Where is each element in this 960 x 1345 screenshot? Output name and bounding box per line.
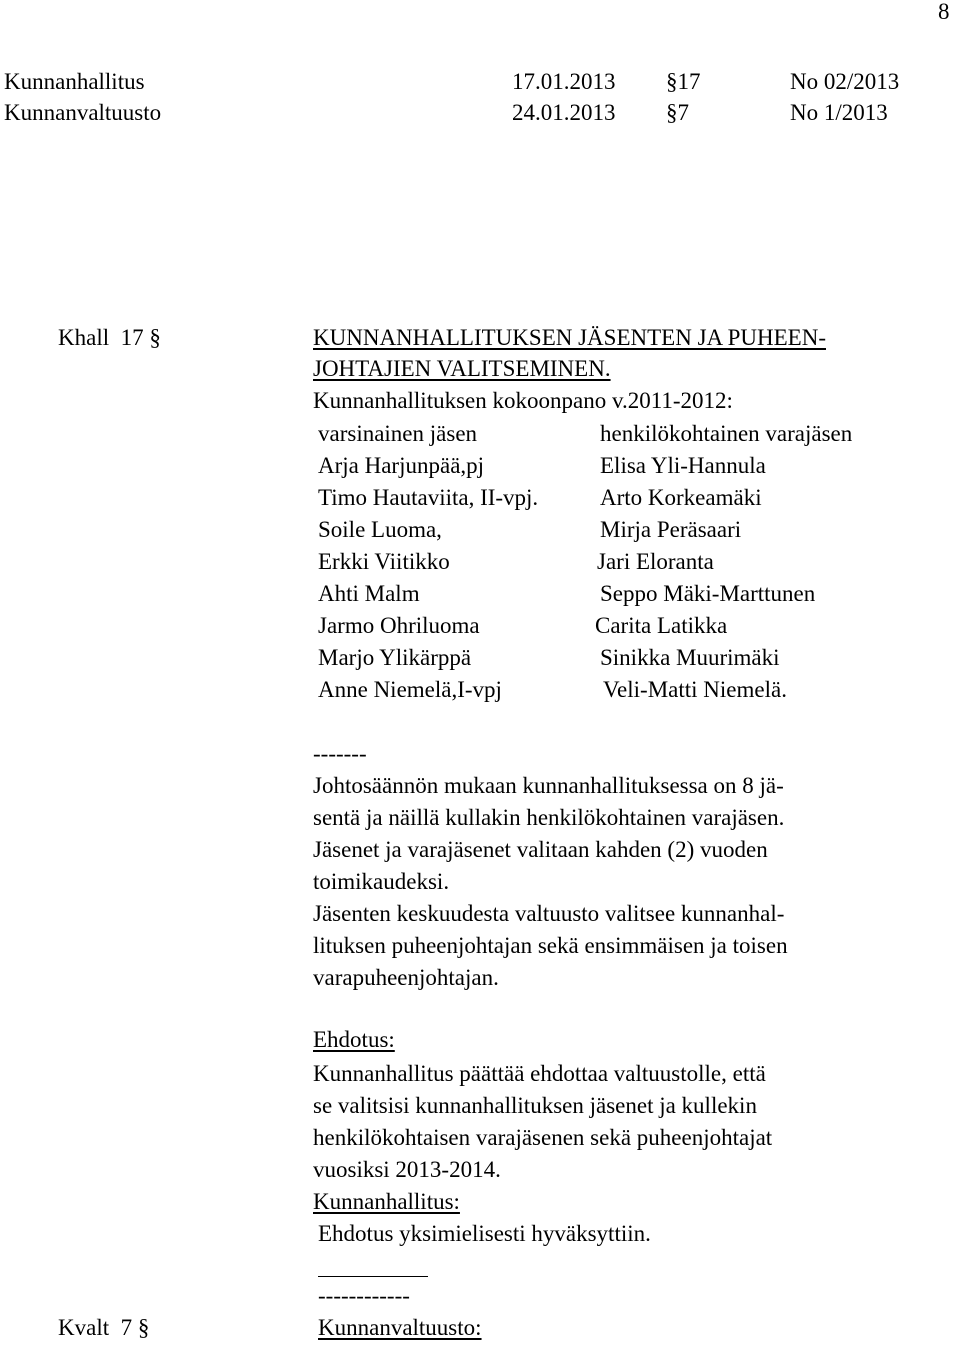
header-number: No 02/2013	[790, 69, 900, 94]
header-date: 24.01.2013	[512, 100, 616, 125]
member-deputy: Carita Latikka	[595, 613, 728, 638]
member-regular: Timo Hautaviita, II-vpj.	[318, 485, 539, 510]
header-body-name: Kunnanvaltuusto	[4, 100, 162, 125]
member-regular: Erkki Viitikko	[318, 549, 450, 574]
header-number: No 1/2013	[790, 100, 888, 125]
header-body-name: Kunnanhallitus	[4, 69, 145, 94]
item2-separator: ------------	[318, 1283, 410, 1308]
proposal-line: Kunnanhallitus päättää ehdottaa valtuustolle, että	[313, 1061, 766, 1086]
item2-heading: Kunnanvaltuusto:	[318, 1315, 482, 1340]
proposal-line: se valitsisi kunnanhallituksen jäsenet ja kullekin	[313, 1093, 757, 1118]
member-deputy: Seppo Mäki-Marttunen	[600, 581, 816, 606]
member-deputy: Elisa Yli-Hannula	[600, 453, 766, 478]
composition-intro: Kunnanhallituksen kokoonpano v.2011-2012:	[313, 388, 733, 413]
body-line: lituksen puheenjohtajan sekä ensimmäisen ja toisen	[313, 933, 788, 958]
member-deputy: Sinikka Muurimäki	[600, 645, 780, 670]
body-line: sentä ja näillä kullakin henkilökohtainen varajäsen.	[313, 805, 785, 830]
proposal-line: henkilökohtaisen varajäsenen sekä puheenjohtajat	[313, 1125, 773, 1150]
body-line: Jäsenten keskuudesta valtuusto valitsee kunnanhal-	[313, 901, 785, 926]
body-line: Johtosäännön mukaan kunnanhallituksessa on 8 jä-	[313, 773, 784, 798]
item1-title-cont: JOHTAJIEN VALITSEMINEN.	[313, 356, 611, 381]
item1-title: KUNNANHALLITUKSEN JÄSENTEN JA PUHEEN-	[313, 325, 826, 350]
header-section: §17	[666, 69, 701, 94]
proposal-heading: Ehdotus:	[313, 1027, 395, 1052]
divider-line	[318, 1276, 428, 1277]
member-deputy: Jari Eloranta	[597, 549, 714, 574]
decision-text: Ehdotus yksimielisesti hyväksyttiin.	[318, 1221, 651, 1246]
body-line: toimikaudeksi.	[313, 869, 450, 894]
header-date: 17.01.2013	[512, 69, 616, 94]
body-line: Jäsenet ja varajäsenet valitaan kahden (2) vuoden	[313, 837, 768, 862]
member-regular: Marjo Ylikärppä	[318, 645, 472, 670]
member-regular: Arja Harjunpää,pj	[318, 453, 485, 478]
item1-margin-label: Khall 17 §	[58, 325, 161, 350]
member-regular: Anne Niemelä,I-vpj	[318, 677, 502, 702]
member-regular: Soile Luoma,	[318, 517, 442, 542]
member-regular: Jarmo Ohriluoma	[318, 613, 480, 638]
body-line: varapuheenjohtajan.	[313, 965, 499, 990]
member-deputy: Mirja Peräsaari	[600, 517, 742, 542]
header-section: §7	[666, 100, 689, 125]
item2-margin-label: Kvalt 7 §	[58, 1315, 150, 1340]
member-regular: Ahti Malm	[318, 581, 420, 606]
members-header-deputy: henkilökohtainen varajäsen	[600, 421, 853, 446]
decision-heading: Kunnanhallitus:	[313, 1189, 460, 1214]
page-number: 8	[938, 0, 950, 24]
member-deputy: Arto Korkeamäki	[600, 485, 762, 510]
proposal-line: vuosiksi 2013-2014.	[313, 1157, 501, 1182]
members-header-regular: varsinainen jäsen	[318, 421, 478, 446]
member-deputy: Veli-Matti Niemelä.	[603, 677, 787, 702]
separator: -------	[313, 741, 367, 766]
